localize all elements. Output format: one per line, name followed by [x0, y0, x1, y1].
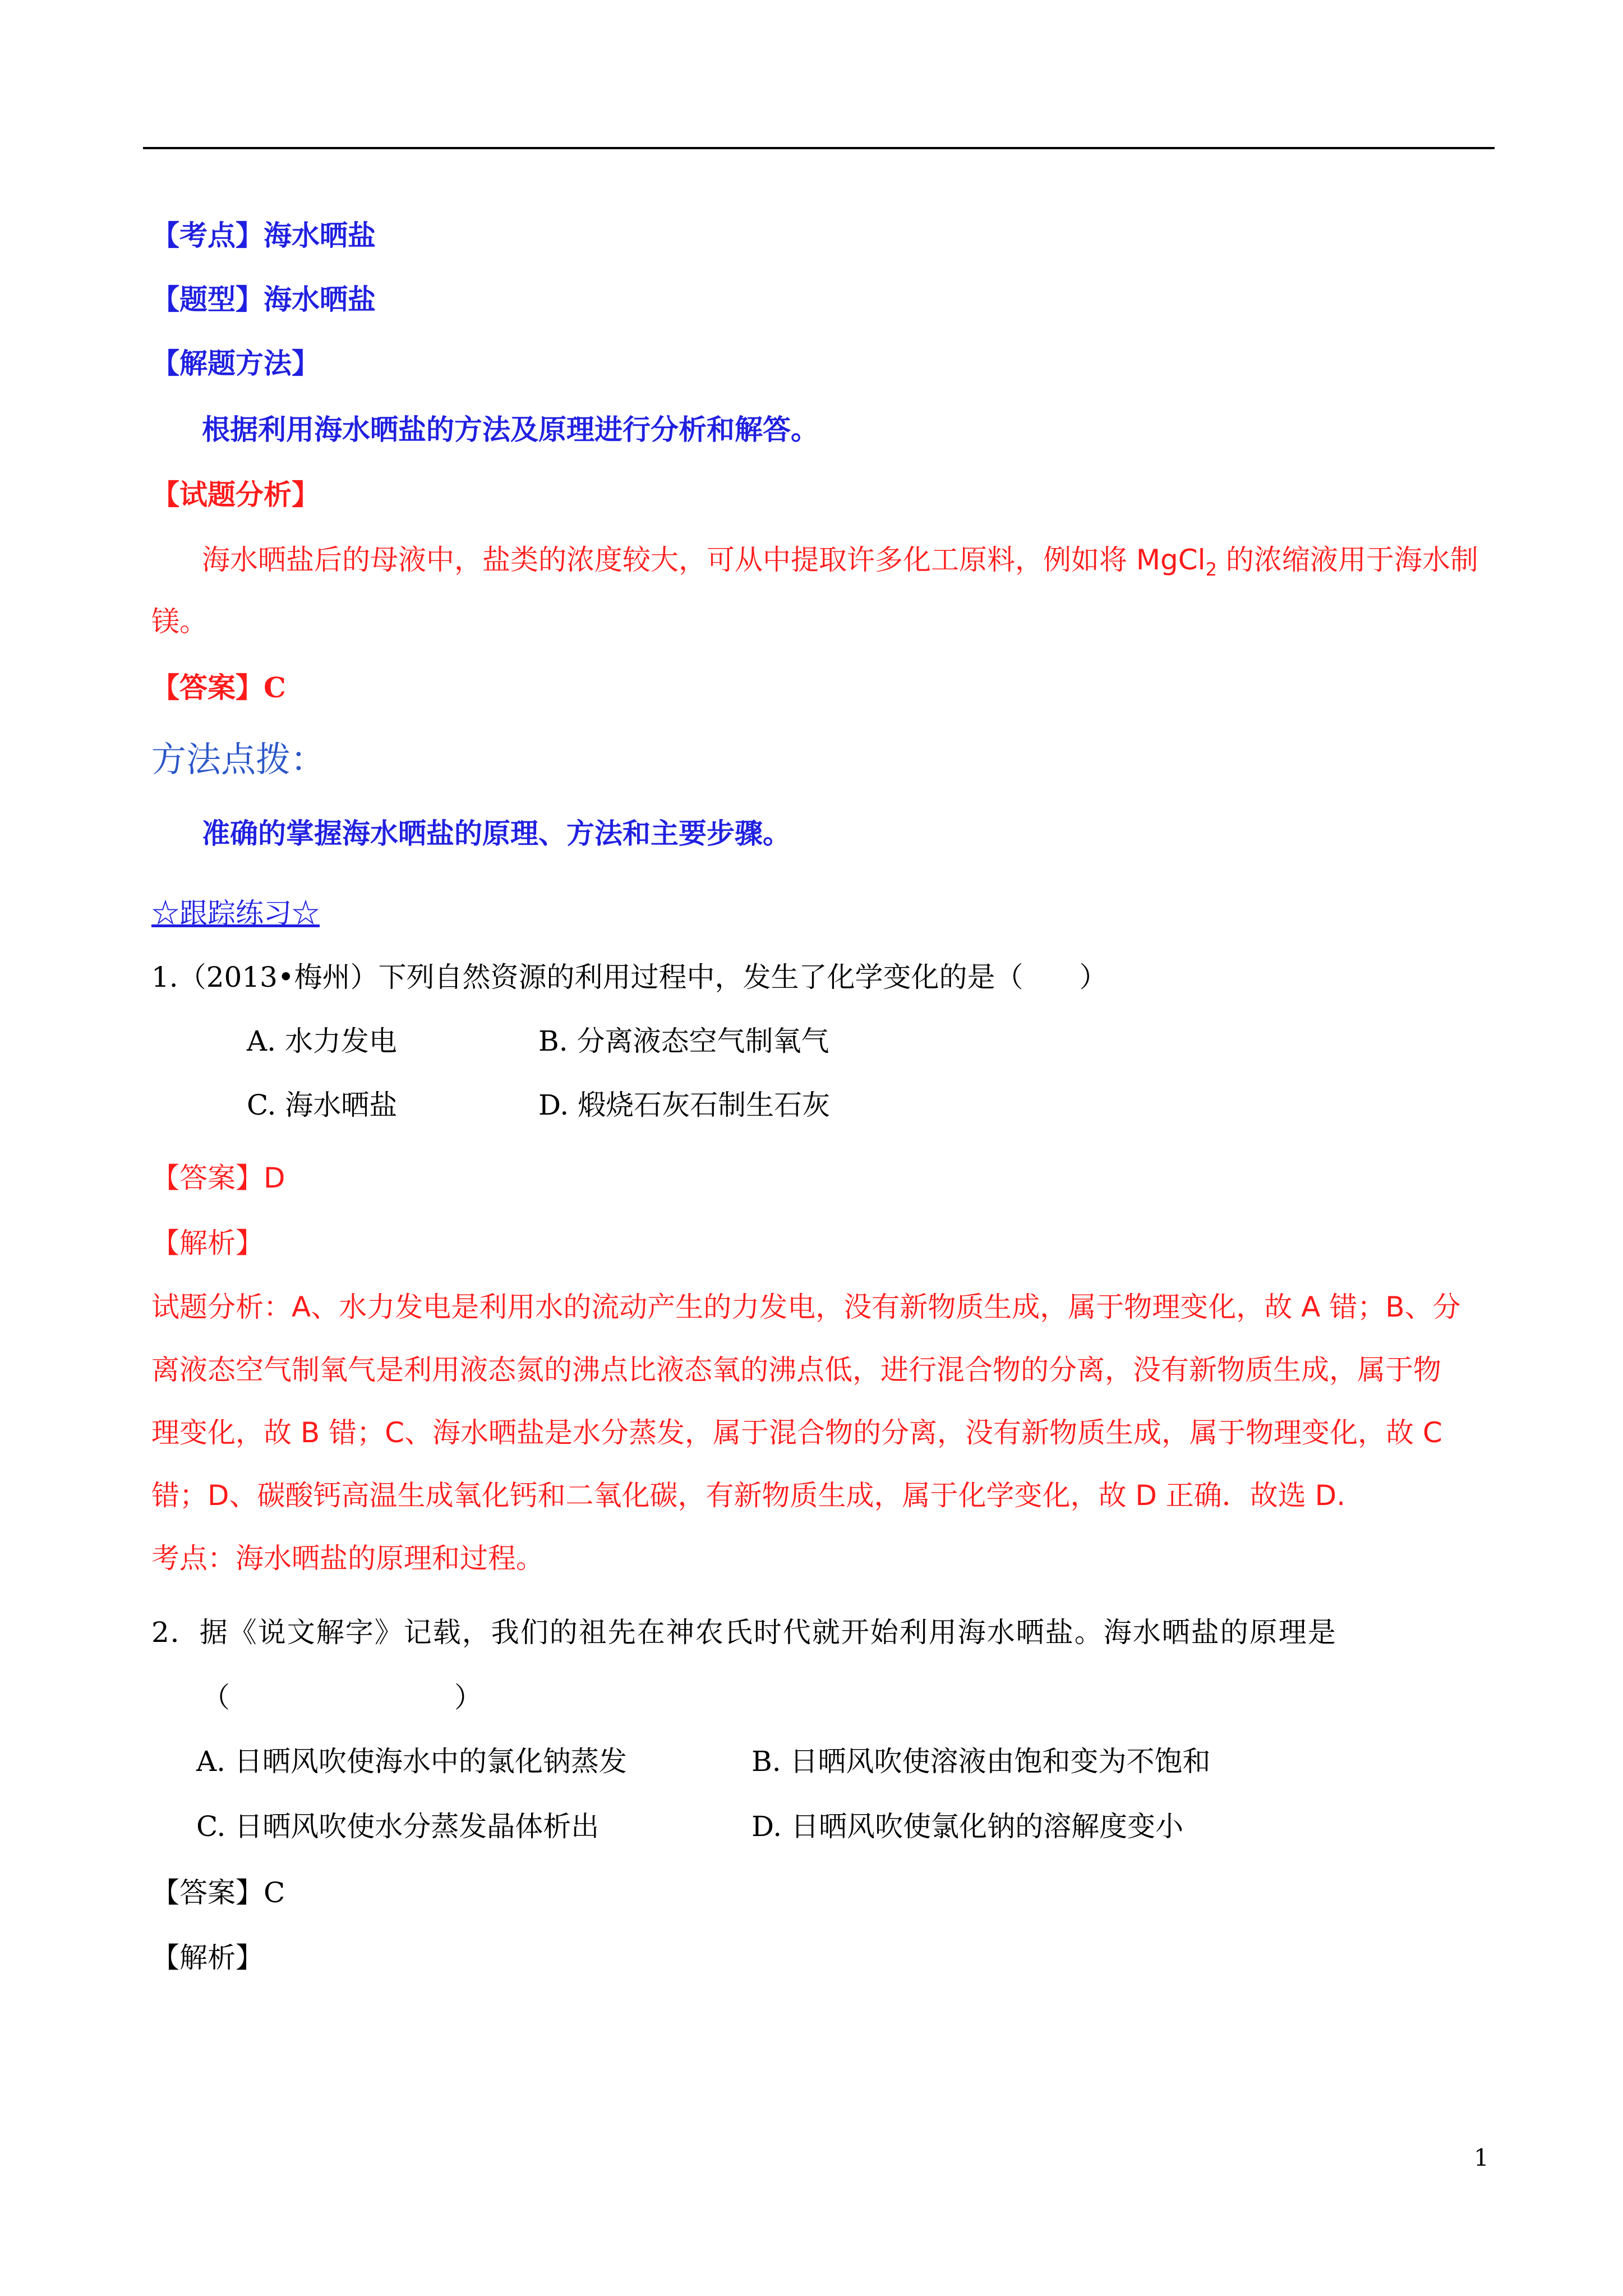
q2-answer: 【答案】C	[151, 1876, 285, 1909]
tixing-line: 【题型】海水晒盐	[151, 283, 376, 316]
q1-stem: 1.（2013•梅州）下列自然资源的利用过程中，发生了化学变化的是（ ）	[151, 961, 1108, 993]
fenxi-subscript: 2	[1205, 559, 1217, 580]
q1-analysis-line-2: 离液态空气制氧气是利用液态氮的沸点比液态氧的沸点低，进行混合物的分离，没有新物质生成，属于物	[151, 1354, 1441, 1386]
q2-paren: （ ）	[202, 1681, 482, 1714]
q2-stem: 2．据《说文解字》记载，我们的祖先在神农氏时代就开始利用海水晒盐。海水晒盐的原理是	[151, 1616, 1337, 1649]
q2-option-b: B. 日晒风吹使溶液由饱和变为不饱和	[751, 1745, 1211, 1778]
q1-answer: 【答案】D	[151, 1162, 285, 1194]
fenxi-line1-tail: 的浓缩液用于海水制	[1216, 544, 1478, 576]
fenxi-line1-text: 海水晒盐后的母液中，盐类的浓度较大，可从中提取许多化工原料，例如将 MgCl	[202, 544, 1206, 576]
q2-option-a: A. 日晒风吹使海水中的氯化钠蒸发	[196, 1745, 627, 1778]
jieti-title: 【解题方法】	[151, 347, 320, 380]
fenxi-title: 【试题分析】	[151, 478, 320, 511]
q1-analysis-line-4: 错；D、碳酸钙高温生成氧化钙和二氧化碳，有新物质生成，属于化学变化，故 D 正确．故选 D.	[151, 1479, 1346, 1512]
answer-line: 【答案】C	[151, 671, 286, 704]
q1-jiexi: 【解析】	[151, 1227, 264, 1259]
q1-option-d: D. 煅烧石灰石制生石灰	[538, 1089, 831, 1121]
q1-analysis-line-1: 试题分析：A、水力发电是利用水的流动产生的力发电，没有新物质生成，属于物理变化，故 A 错；B、分	[151, 1291, 1461, 1323]
q2-option-c: C. 日晒风吹使水分蒸发晶体析出	[196, 1810, 600, 1843]
tip-title: 方法点拨：	[151, 739, 326, 780]
practice-title: ☆跟踪练习☆	[151, 897, 320, 930]
q2-jiexi: 【解析】	[151, 1941, 264, 1974]
fenxi-line1	[202, 543, 1478, 586]
tip-text: 准确的掌握海水晒盐的原理、方法和主要步骤。	[202, 817, 791, 850]
header-rule	[143, 147, 1495, 149]
kaodian-line: 【考点】海水晒盐	[151, 219, 376, 252]
q1-analysis-line-3: 理变化，故 B 错；C、海水晒盐是水分蒸发，属于混合物的分离，没有新物质生成，属于物理变化，故 C	[151, 1416, 1442, 1449]
q1-option-c: C. 海水晒盐	[247, 1089, 398, 1121]
jieti-text: 根据利用海水晒盐的方法及原理进行分析和解答。	[202, 413, 819, 446]
fenxi-line2: 镁。	[151, 605, 208, 638]
q2-option-d: D. 日晒风吹使氯化钠的溶解度变小	[751, 1810, 1184, 1843]
q1-kaodian: 考点：海水晒盐的原理和过程。	[151, 1542, 544, 1575]
page-number: 1	[1474, 2144, 1489, 2171]
q1-option-a: A. 水力发电	[247, 1025, 397, 1057]
q1-option-b: B. 分离液态空气制氧气	[538, 1025, 829, 1057]
